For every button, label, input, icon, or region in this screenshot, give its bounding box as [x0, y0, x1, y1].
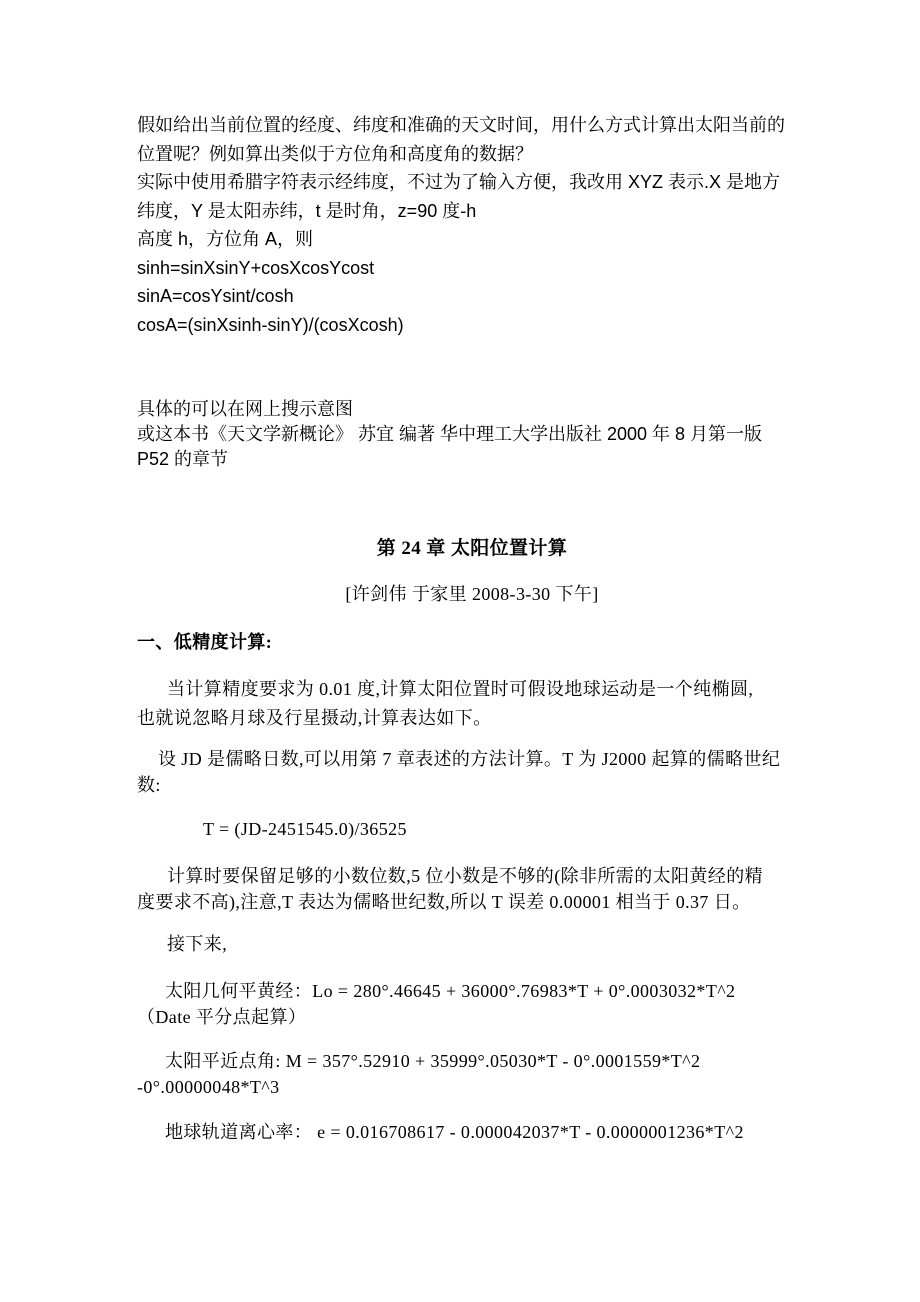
formula-line: 太阳几何平黄经：Lo = 280°.46645 + 36000°.76983*T + 0°.0003032*T^2	[165, 981, 736, 1001]
section-heading: 一、低精度计算:	[137, 632, 273, 652]
formula-line: T = (JD-2451545.0)/36525	[203, 819, 407, 839]
reference-paragraph	[137, 397, 807, 472]
paragraph-precision	[137, 675, 807, 733]
text-line: 接下来,	[167, 934, 228, 954]
chapter-byline: [许剑伟 于家里 2008-3-30 下午]	[345, 584, 599, 604]
formula-julian-century	[137, 816, 807, 842]
formula-eccentricity	[137, 1119, 807, 1145]
text-line: 具体的可以在网上搜示意图	[137, 399, 353, 419]
text-line: P52 的章节	[137, 449, 229, 469]
formula-sinh: sinh=sinXsinY+cosXcosYcost	[137, 257, 375, 278]
chapter-title: 第 24 章 太阳位置计算	[376, 538, 568, 559]
text-line: 计算时要保留足够的小数位数,5 位小数是不够的(除非所需的太阳黄经的精	[167, 866, 763, 886]
paragraph-jd	[137, 746, 807, 798]
formula-cosA: cosA=(sinXsinh-sinY)/(cosXcosh)	[137, 314, 404, 335]
text-line: 或这本书《天文学新概论》 苏宜 编著 华中理工大学出版社 2000 年 8 月第一版	[137, 424, 763, 444]
formula-mean-anomaly	[137, 1049, 807, 1100]
formula-sinA: sinA=cosYsint/cosh	[137, 286, 294, 306]
text-line: 假如给出当前位置的经度、纬度和准确的天文时间，用什么方式计算出太阳当前的	[137, 115, 785, 135]
formula-line: 地球轨道离心率： e = 0.016708617 - 0.000042037*T - 0.0000001236*T^2	[165, 1122, 744, 1142]
formula-line: （Date 平分点起算）	[137, 1006, 307, 1027]
formula-mean-longitude	[137, 979, 807, 1030]
text-line: 数:	[137, 775, 161, 795]
paragraph-decimals	[137, 863, 807, 915]
formula-line: 太阳平近点角: M = 357°.52910 + 35999°.05030*T - 0°.0001559*T^2	[165, 1051, 701, 1071]
text-line: 实际中使用希腊字符表示经纬度，不过为了输入方便，我改用 XYZ 表示.X 是地方	[137, 172, 781, 192]
text-line: 纬度，Y 是太阳赤纬，t 是时角，z=90 度-h	[137, 200, 477, 221]
text-line: 高度 h，方位角 A，则	[137, 229, 314, 249]
text-line: 度要求不高),注意,T 表达为儒略世纪数,所以 T 误差 0.00001 相当于 0.37 日。	[137, 892, 751, 912]
intro-paragraph	[137, 111, 807, 339]
text-line: 当计算精度要求为 0.01 度,计算太阳位置时可假设地球运动是一个纯椭圆,	[167, 679, 754, 699]
paragraph-next	[137, 931, 807, 957]
text-line: 位置呢？例如算出类似于方位角和高度角的数据？	[137, 143, 533, 164]
text-line: 设 JD 是儒略日数,可以用第 7 章表述的方法计算。T 为 J2000 起算的儒略世纪	[158, 749, 781, 769]
text-line: 也就说忽略月球及行星摄动,计算表达如下。	[137, 708, 492, 728]
formula-line: -0°.00000048*T^3	[137, 1076, 280, 1097]
